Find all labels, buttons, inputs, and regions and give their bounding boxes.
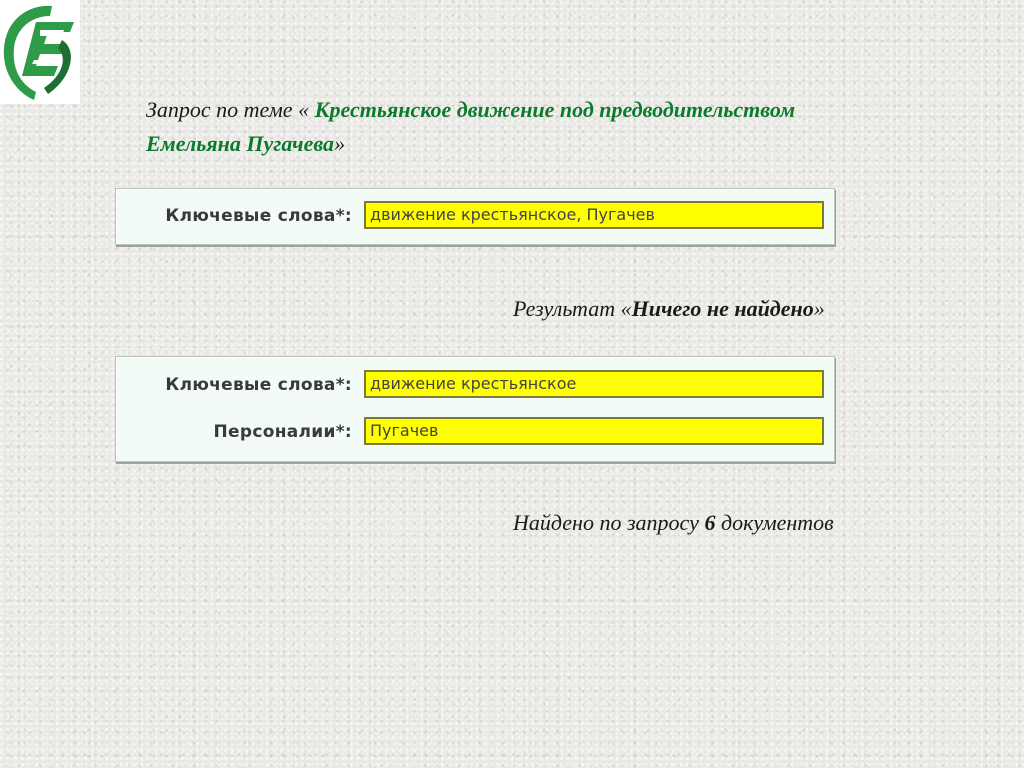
logo [0,0,80,104]
keywords-label: Ключевые слова*: [165,206,352,226]
search-form-keywords-persons [115,356,835,462]
keywords-input[interactable]: движение крестьянское, Пугачев [364,201,824,229]
result-count: 6 [704,510,716,535]
background-seam [0,522,1024,523]
query-topic-line2: Емельяна Пугачева [146,131,335,156]
keywords-row [116,201,834,233]
result-nothing-found [513,296,825,322]
result-highlight: Ничего не найдено [631,296,814,321]
result-suffix: документов [715,510,834,535]
query-heading [146,93,1006,161]
query-prefix: Запрос по теме « [146,97,315,122]
keywords-input[interactable]: движение крестьянское [364,370,824,398]
query-suffix: » [334,131,346,156]
result-prefix: Найдено по запросу [513,510,705,535]
persons-row [116,417,834,449]
publisher-logo-icon [0,0,80,104]
persons-label: Персоналии*: [213,422,352,442]
background-seam [0,348,1024,349]
result-documents-found [513,510,834,536]
keywords-row [116,370,834,402]
result-prefix: Результат « [513,296,632,321]
query-topic: Крестьянское движение под предводительством [314,97,796,122]
result-suffix: » [813,296,825,321]
search-form-keywords-only [115,188,835,245]
persons-input[interactable]: Пугачев [364,417,824,445]
keywords-label: Ключевые слова*: [165,375,352,395]
